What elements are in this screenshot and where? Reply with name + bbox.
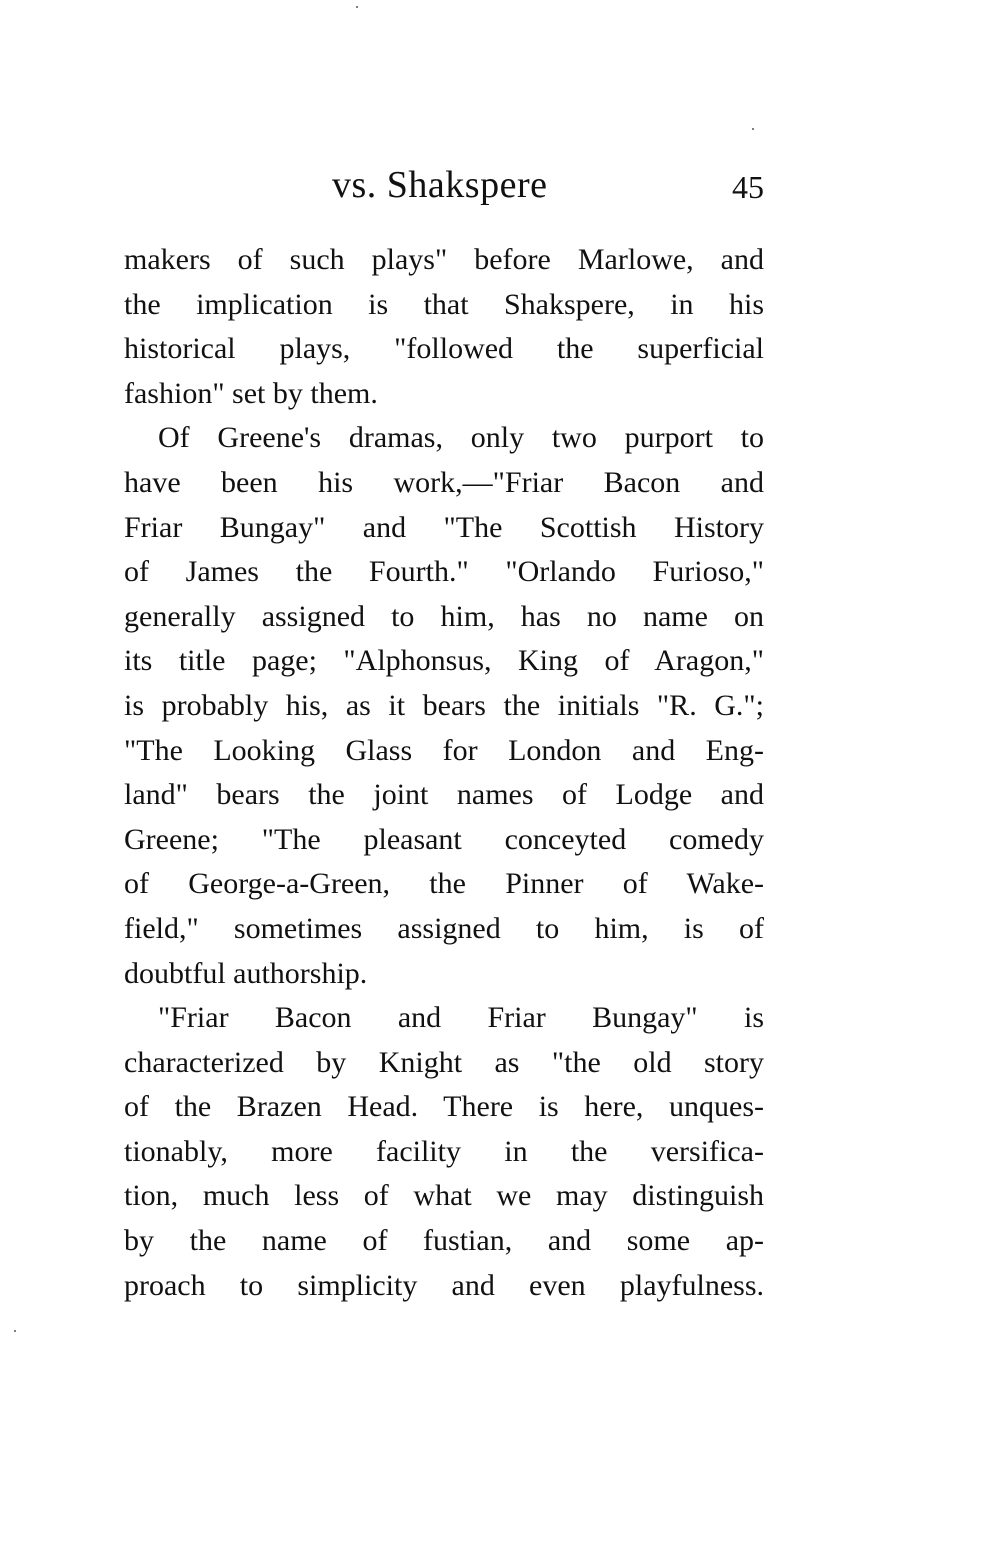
- text-line: tionably, more facility in the versifica-: [124, 1134, 764, 1168]
- text-line: tion, much less of what we may distinguish: [124, 1179, 764, 1213]
- paragraph: [124, 238, 764, 416]
- text-line: of James the Fourth." "Orlando Furioso,": [124, 555, 764, 589]
- page-number: 45: [732, 169, 764, 205]
- body-text: [124, 238, 764, 1308]
- text-line: by the name of fustian, and some ap-: [124, 1224, 764, 1258]
- text-line: "Friar Bacon and Friar Bungay" is: [158, 1001, 764, 1035]
- text-line: Greene; "The pleasant conceyted comedy: [124, 822, 764, 856]
- text-line: field," sometimes assigned to him, is of: [124, 911, 764, 945]
- text-line: proach to simplicity and even playfulness.: [124, 1268, 764, 1302]
- scan-speck: [14, 1330, 16, 1332]
- text-line: Friar Bungay" and "The Scottish History: [124, 510, 764, 544]
- text-line: is probably his, as it bears the initials "R. G.";: [124, 688, 764, 722]
- running-head: vs. Shakspere: [332, 164, 548, 206]
- page-header: [124, 160, 764, 210]
- text-line: historical plays, "followed the superficial: [124, 332, 764, 366]
- text-line: makers of such plays" before Marlowe, and: [124, 243, 764, 276]
- text-line: "The Looking Glass for London and Eng-: [124, 733, 764, 767]
- text-line: the implication is that Shakspere, in his: [124, 287, 764, 321]
- scan-speck: [356, 6, 358, 8]
- text-line: generally assigned to him, has no name on: [124, 599, 764, 633]
- scan-speck: [752, 128, 754, 130]
- text-line: its title page; "Alphonsus, King of Aragon,": [124, 644, 764, 678]
- text-line: Of Greene's dramas, only two purport to: [158, 421, 764, 455]
- text-line: doubtful authorship.: [124, 956, 368, 990]
- paragraph: [124, 996, 764, 1308]
- paragraph: [124, 416, 764, 996]
- text-line: land" bears the joint names of Lodge and: [124, 778, 764, 812]
- text-line: of George-a-Green, the Pinner of Wake-: [124, 867, 764, 901]
- text-line: of the Brazen Head. There is here, unques-: [124, 1090, 764, 1124]
- text-line: have been his work,—"Friar Bacon and: [124, 465, 764, 499]
- text-line: characterized by Knight as "the old story: [124, 1045, 764, 1079]
- text-line: fashion" set by them.: [124, 376, 378, 410]
